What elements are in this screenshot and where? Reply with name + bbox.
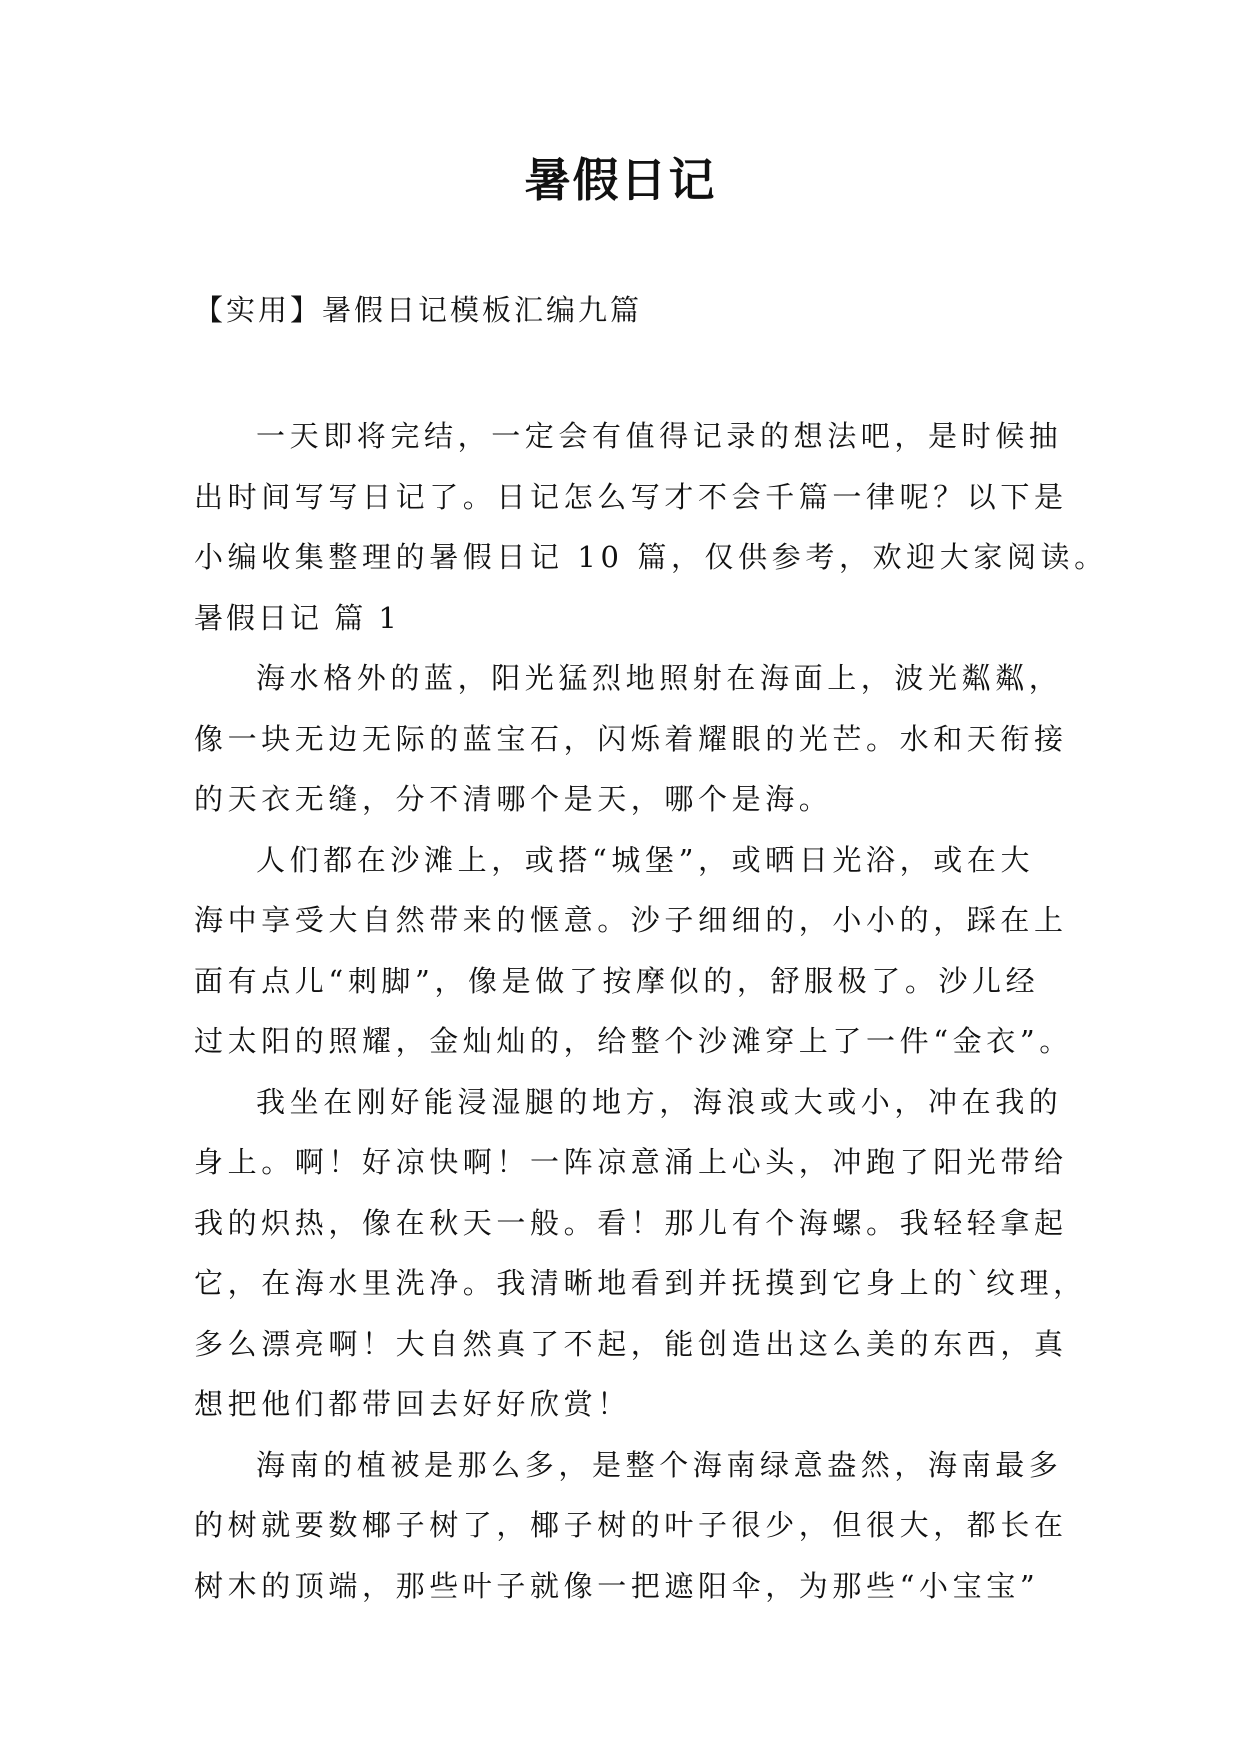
body-text	[194, 406, 1108, 1616]
text-line: 出时间写写日记了。日记怎么写才不会千篇一律呢？以下是	[194, 479, 1068, 514]
text-line: 我的炽热，像在秋天一般。看！那儿有个海螺。我轻轻拿起	[194, 1205, 1068, 1240]
text-line: 过太阳的照耀，金灿灿的，给整个沙滩穿上了一件“金衣”。	[194, 1024, 1073, 1058]
text-line: 小编收集整理的暑假日记 10 篇，仅供参考，欢迎大家阅读。	[194, 540, 1108, 574]
text-line: 树木的顶端，那些叶子就像一把遮阳伞，为那些“小宝宝”	[194, 1568, 1040, 1603]
text-line: 一天即将完结，一定会有值得记录的想法吧，是时候抽	[256, 419, 1063, 453]
document-subtitle: 【实用】暑假日记模板汇编九篇	[194, 293, 643, 327]
text-line: 的树就要数椰子树了，椰子树的叶子很少，但很大，都长在	[194, 1508, 1068, 1542]
text-line: 它，在海水里洗净。我清晰地看到并抚摸到它身上的`纹理，	[194, 1266, 1087, 1300]
text-line: 身上。啊！好凉快啊！一阵凉意涌上心头，冲跑了阳光带给	[194, 1145, 1068, 1179]
text-line: 想把他们都带回去好好欣赏！	[194, 1387, 631, 1421]
text-line: 多么漂亮啊！大自然真了不起，能创造出这么美的东西，真	[194, 1326, 1068, 1361]
section-heading: 暑假日记 篇 1	[194, 600, 400, 635]
text-line: 我坐在刚好能浸湿腿的地方，海浪或大或小，冲在我的	[256, 1084, 1063, 1119]
text-line: 的天衣无缝，分不清哪个是天，哪个是海。	[194, 782, 833, 816]
text-line: 人们都在沙滩上，或搭“城堡”，或晒日光浴，或在大	[256, 842, 1035, 877]
text-line: 海水格外的蓝，阳光猛烈地照射在海面上，波光粼粼，	[256, 661, 1063, 695]
page-title: 暑假日记	[524, 153, 717, 207]
text-line: 像一块无边无际的蓝宝石，闪烁着耀眼的光芒。水和天衔接	[194, 721, 1068, 756]
text-line: 面有点儿“刺脚”，像是做了按摩似的，舒服极了。沙儿经	[194, 963, 1040, 998]
text-line: 海中享受大自然带来的惬意。沙子细细的，小小的，踩在上	[194, 903, 1068, 937]
text-line: 海南的植被是那么多，是整个海南绿意盎然，海南最多	[256, 1447, 1063, 1482]
